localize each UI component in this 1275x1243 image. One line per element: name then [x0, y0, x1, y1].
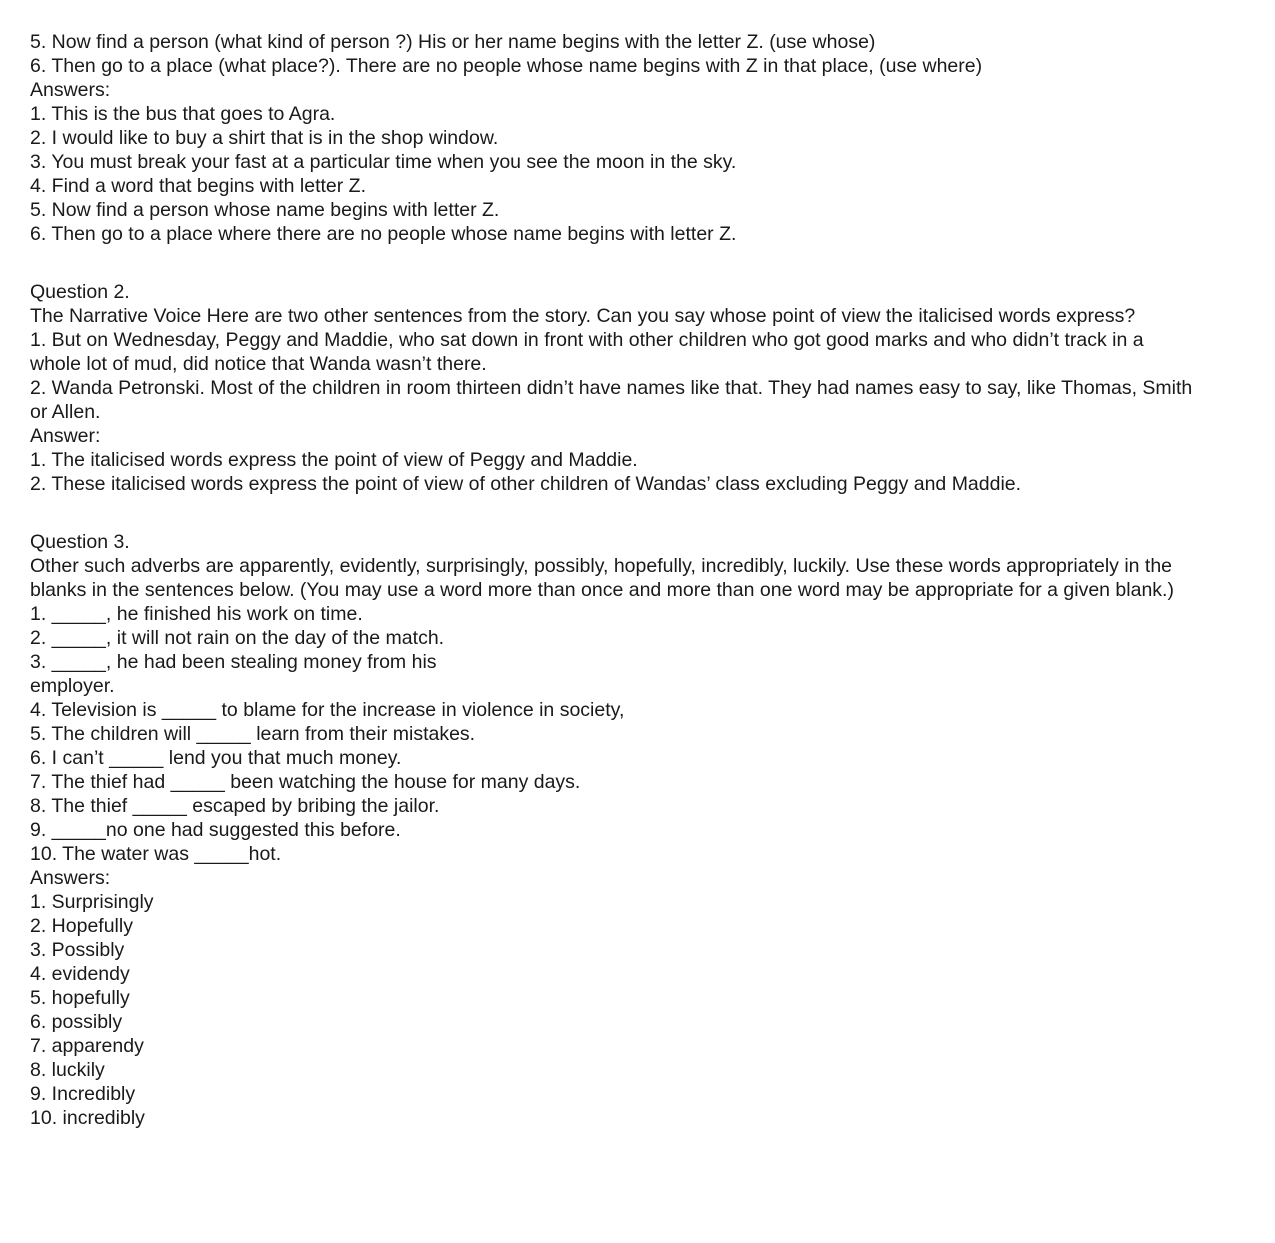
sentence-line: 8. The thief _____ escaped by bribing the jailor.: [30, 795, 440, 817]
answers-heading: Answers:: [30, 79, 111, 101]
answers-heading: Answers:: [30, 867, 111, 889]
question-heading: Question 2.: [30, 281, 130, 303]
question-intro: Other such adverbs are apparently, evidently, surprisingly, possibly, hopefully, incredibly, luckily. Use these words appropriately in the: [30, 555, 1173, 577]
answer-line: 2. I would like to buy a shirt that is in the shop window.: [30, 127, 499, 149]
answer-line: 9. Incredibly: [30, 1083, 136, 1105]
sentence-line: 2. _____, it will not rain on the day of the match.: [30, 627, 445, 649]
question-item-line: or Allen.: [30, 401, 101, 423]
sentence-line: 5. The children will _____ learn from their mistakes.: [30, 723, 476, 745]
sentence-line: employer.: [30, 675, 115, 697]
document-page: [30, 30, 1275, 1130]
section-gap: [30, 496, 1275, 530]
answer-heading: Answer:: [30, 425, 101, 447]
answer-line: 2. Hopefully: [30, 915, 133, 937]
sentence-line: 1. _____, he finished his work on time.: [30, 603, 363, 625]
question-line: 5. Now find a person (what kind of person ?) His or her name begins with the letter Z. (use whose): [30, 31, 876, 53]
question-line: 6. Then go to a place (what place?). There are no people whose name begins with Z in that place, (use where): [30, 55, 983, 77]
answer-line: 3. You must break your fast at a particular time when you see the moon in the sky.: [30, 151, 737, 173]
answer-line: 5. hopefully: [30, 987, 130, 1009]
question-intro: The Narrative Voice Here are two other sentences from the story. Can you say whose point of view the italicised words express?: [30, 305, 1136, 327]
part1-section: [30, 30, 1275, 246]
answer-line: 4. evidendy: [30, 963, 130, 985]
answer-line: 5. Now find a person whose name begins with letter Z.: [30, 199, 500, 221]
answer-line: 6. possibly: [30, 1011, 123, 1033]
question-heading: Question 3.: [30, 531, 130, 553]
sentence-line: 10. The water was _____hot.: [30, 843, 282, 865]
question-3-section: [30, 530, 1275, 1130]
sentence-line: 3. _____, he had been stealing money from his: [30, 651, 437, 673]
question-2-section: [30, 280, 1275, 496]
question-item-line: 1. But on Wednesday, Peggy and Maddie, who sat down in front with other children who got good marks and who didn’t track in a: [30, 329, 1144, 351]
section-gap: [30, 246, 1275, 280]
question-intro: blanks in the sentences below. (You may use a word more than once and more than one word may be appropriate for a given blank.): [30, 579, 1174, 601]
sentence-line: 6. I can’t _____ lend you that much money.: [30, 747, 402, 769]
answer-line: 1. The italicised words express the point of view of Peggy and Maddie.: [30, 449, 638, 471]
sentence-line: 9. _____no one had suggested this before.: [30, 819, 401, 841]
question-item-line: 2. Wanda Petronski. Most of the children in room thirteen didn’t have names like that. They had names easy to say, like Thomas, Smith: [30, 377, 1193, 399]
answer-line: 1. This is the bus that goes to Agra.: [30, 103, 336, 125]
answer-line: 7. apparendy: [30, 1035, 144, 1057]
answer-line: 6. Then go to a place where there are no people whose name begins with letter Z.: [30, 223, 737, 245]
sentence-line: 7. The thief had _____ been watching the house for many days.: [30, 771, 581, 793]
answer-line: 3. Possibly: [30, 939, 125, 961]
answer-line: 8. luckily: [30, 1059, 105, 1081]
answer-line: 4. Find a word that begins with letter Z.: [30, 175, 366, 197]
question-item-line: whole lot of mud, did notice that Wanda wasn’t there.: [30, 353, 487, 375]
answer-line: 10. incredibly: [30, 1107, 145, 1129]
answer-line: 2. These italicised words express the point of view of other children of Wandas’ class excluding Peggy and Maddie.: [30, 473, 1022, 495]
sentence-line: 4. Television is _____ to blame for the increase in violence in society,: [30, 699, 625, 721]
answer-line: 1. Surprisingly: [30, 891, 154, 913]
